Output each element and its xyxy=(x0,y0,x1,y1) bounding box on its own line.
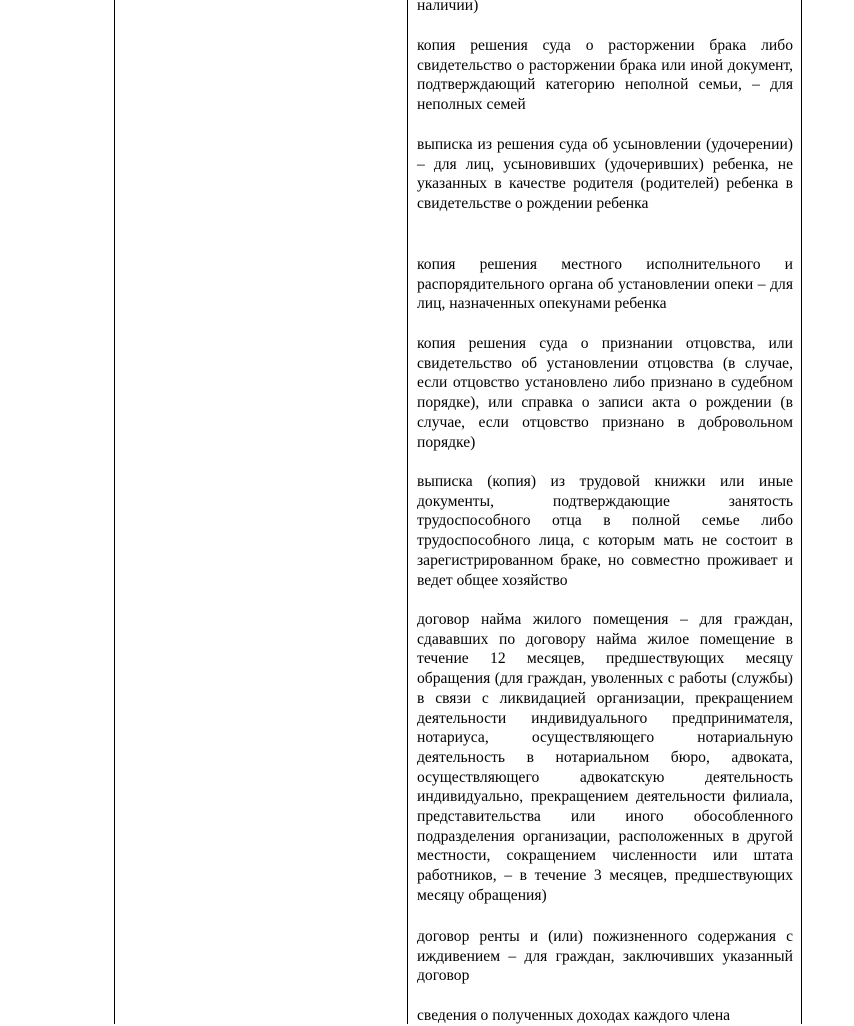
paragraph-lease-agreement: договор найма жилого помещения – для граждан, сдававших по договору найма жилое помещение в течение 12 месяцев, предшествующих месяцу обращения (для граждан, уволенных с работы (службы) в связи с ликвидацией организации, прекращением деятельности индивидуального предпринимателя, нотариуса, осуществляющего нотариальную деятельность в нотариальном бюро, адвоката, осуществляющего адвокатскую деятельность индивидуально, прекращением деятельности филиала, представительства или иного обособленного подразделения организации, расположенных в другой местности, сокращением численности или штата работников, – в течение 3 месяцев, предшествующих месяцу обращения) xyxy=(417,611,793,904)
paragraph-adoption-extract: выписка из решения суда об усыновлении (удочерении) – для лиц, усыновивших (удочеривших) ребенка, не указанных в качестве родителя (родителей) ребенка в свидетельстве о рождении ребенка xyxy=(417,136,793,213)
paragraph-guardianship-decision: копия решения местного исполнительного и распорядительного органа об установлении опеки – для лиц, назначенных опекунами ребенка xyxy=(417,256,793,313)
paragraph-paternity-document: копия решения суда о признании отцовства, или свидетельство об установлении отцовства (в случае, если отцовство установлено либо признано в судебном порядке), или справка о записи акта о рождении (в случае, если отцовство признано в добровольном порядке) xyxy=(417,335,793,451)
paragraph-income-information: сведения о полученных доходах каждого члена xyxy=(417,1007,731,1024)
table-border-left xyxy=(114,0,115,1024)
paragraph-divorce-document: копия решения суда о расторжении брака либо свидетельство о расторжении брака или иной документ, подтверждающий категорию неполной семьи, – для неполных семей xyxy=(417,37,793,114)
table-border-right xyxy=(801,0,802,1024)
paragraph-employment-record: выписка (копия) из трудовой книжки или иные документы, подтверждающие занятость трудоспособного отца в полной семье либо трудоспособного лица, с которым мать не состоит в зарегистрированном браке, но совместно проживает и ведет общее хозяйство xyxy=(417,473,793,589)
table-border-middle xyxy=(407,0,408,1024)
paragraph-continued: наличии) xyxy=(417,0,479,14)
paragraph-annuity-agreement: договор ренты и (или) пожизненного содержания с иждивением – для граждан, заключивших указанный договор xyxy=(417,928,793,985)
